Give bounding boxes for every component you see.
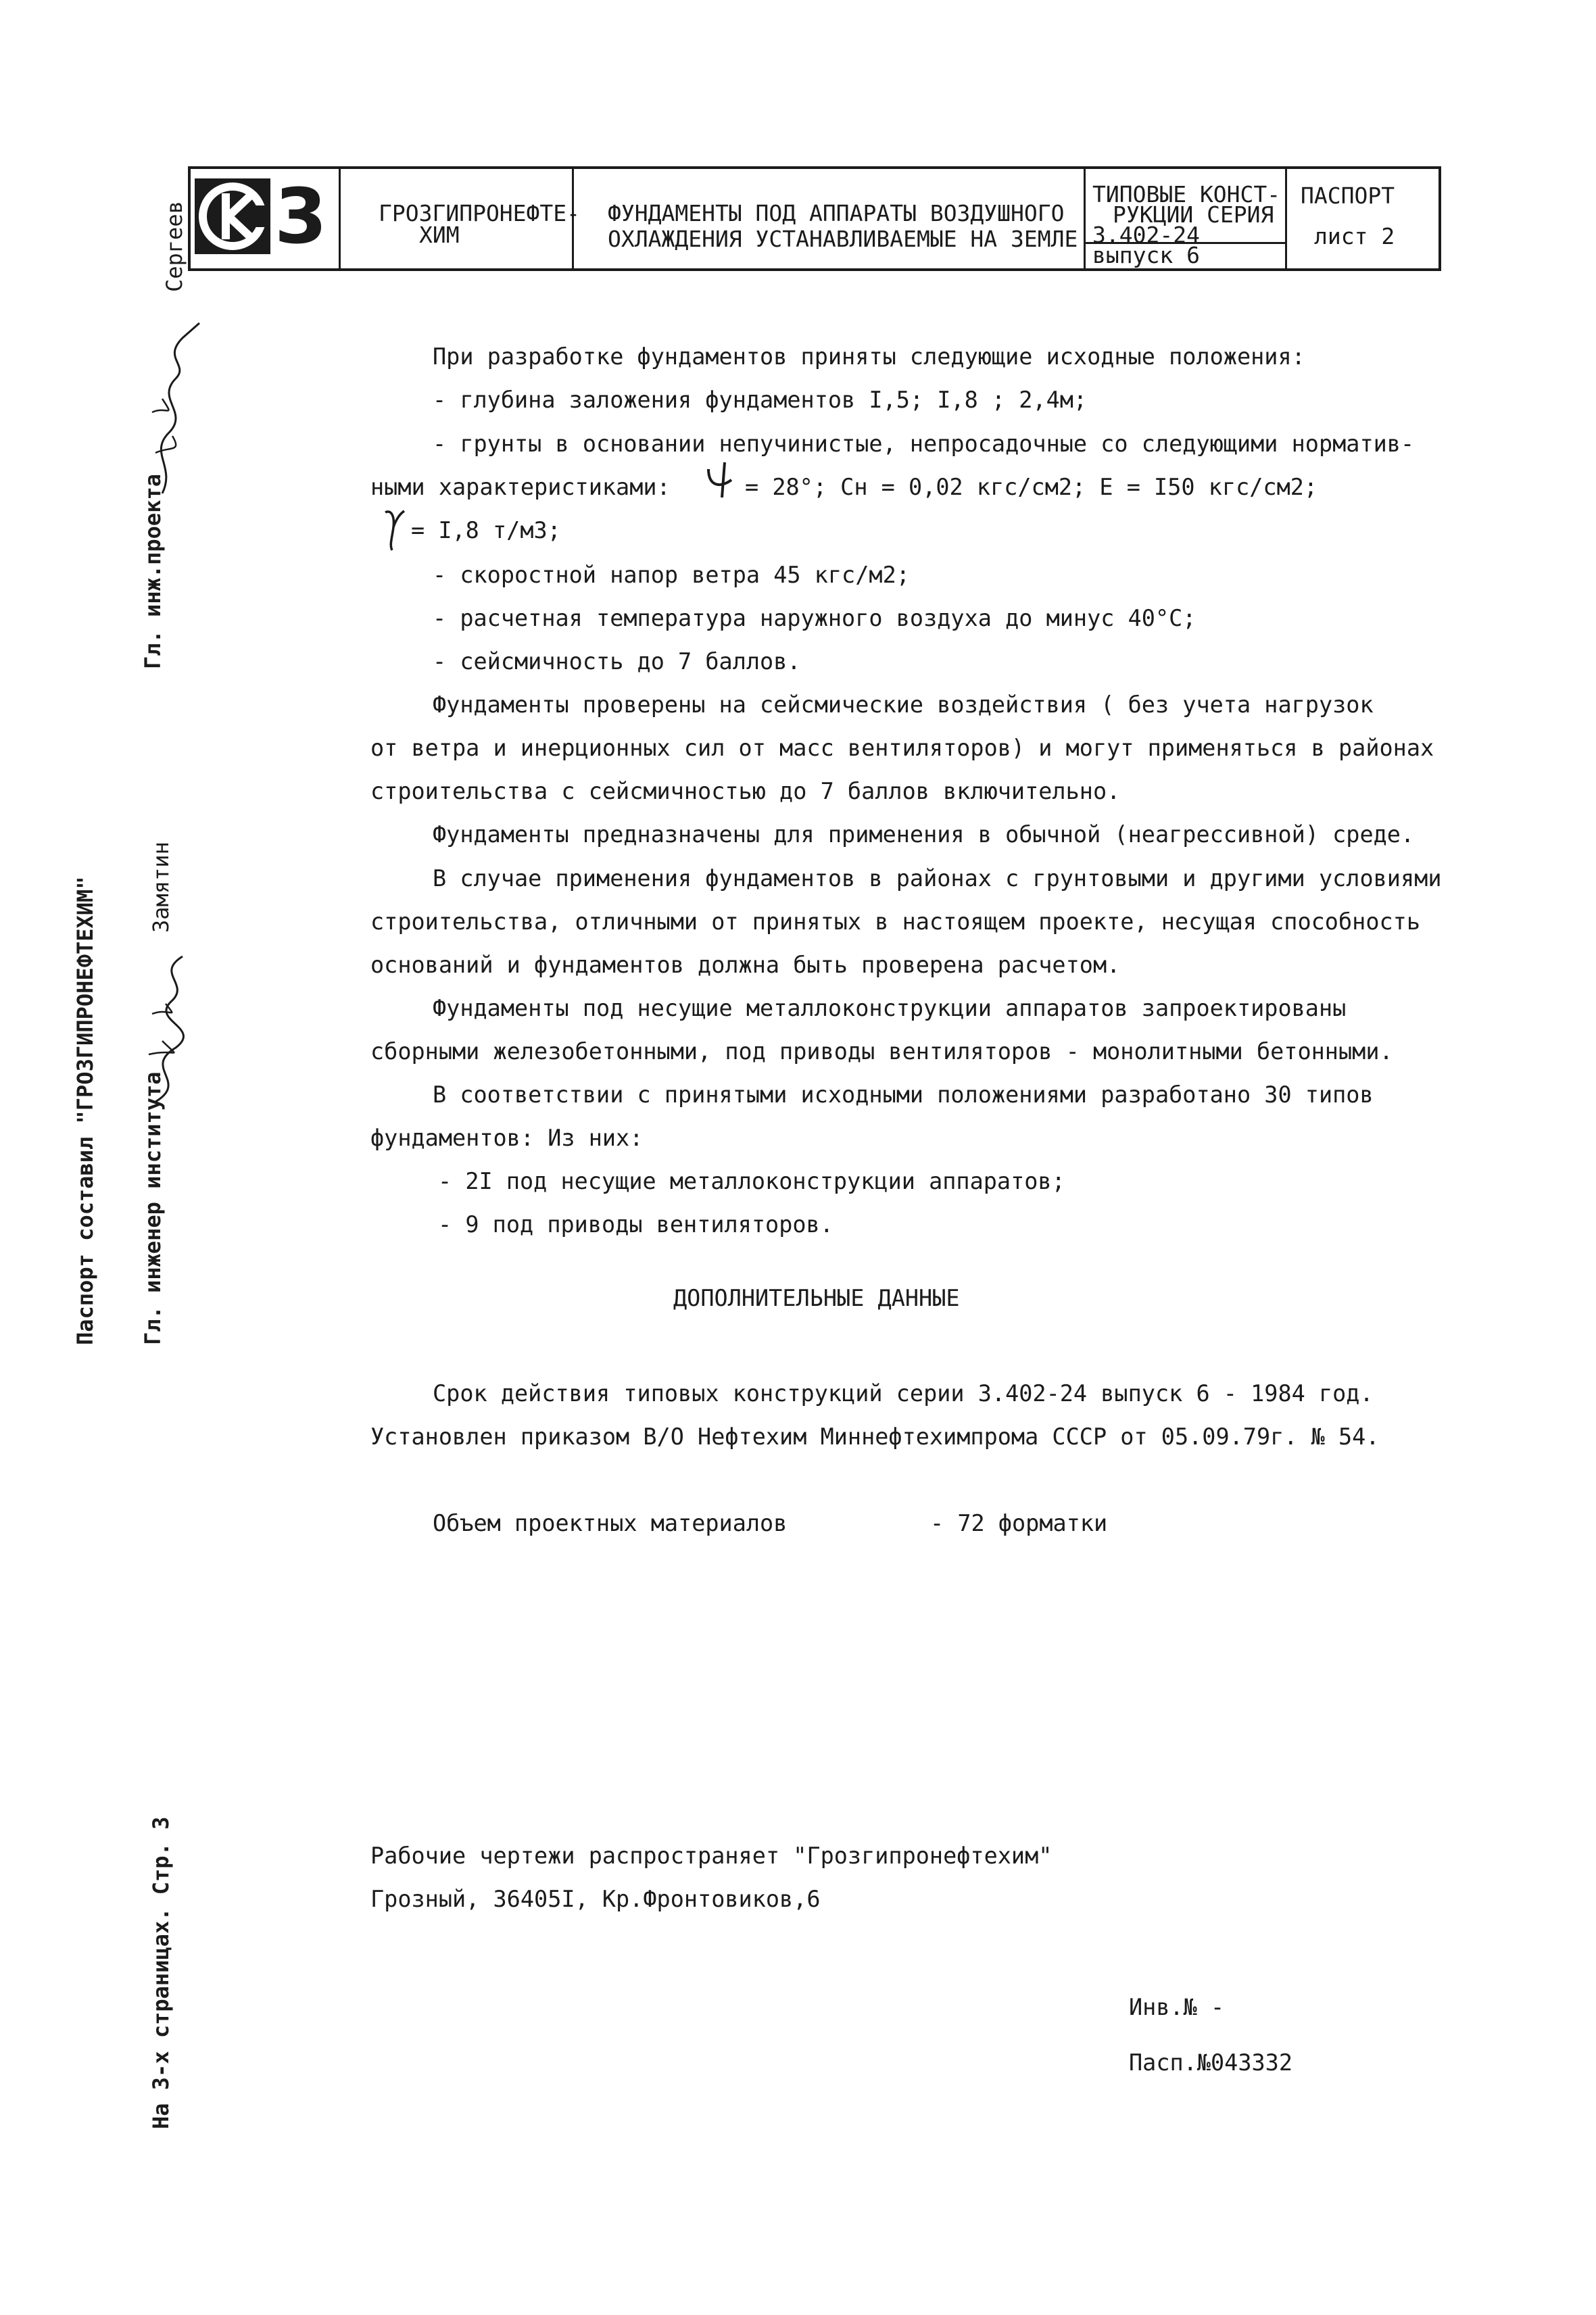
volume-label: Объем проектных материалов bbox=[433, 1510, 788, 1536]
sheet-number: лист 2 bbox=[1314, 223, 1395, 249]
distributor-address: Грозный, 36405I, Кр.Фронтовиков,6 bbox=[370, 1886, 821, 1912]
organization-name-line1: ГРОЗГИПРОНЕФТЕ- bbox=[379, 200, 581, 226]
signature-zamyatin-icon bbox=[135, 946, 210, 1111]
doc-type: ПАСПОРТ bbox=[1301, 182, 1395, 209]
soil-characteristics-values: = 28°; Cн = 0,02 кгс/см2; E = I50 кгс/см2; bbox=[745, 474, 1318, 500]
logo-cell bbox=[191, 169, 341, 268]
list-item-seismic: - сейсмичность до 7 баллов. bbox=[433, 648, 801, 675]
section-heading: ДОПОЛНИТЕЛЬНЫЕ ДАННЫЕ bbox=[673, 1285, 960, 1311]
paragraph-types-line2: фундаментов: Из них: bbox=[370, 1125, 644, 1151]
paragraph-seismic-line1: Фундаменты проверены на сейсмические воздействия ( без учета нагрузок bbox=[433, 691, 1374, 718]
margin-chief-project-engineer: Гл. инж.проекта bbox=[140, 474, 166, 669]
company-logo-icon bbox=[195, 178, 270, 254]
phi-symbol-icon bbox=[704, 460, 744, 503]
paragraph-seismic-line3: строительства с сейсмичностью до 7 баллов включительно. bbox=[370, 778, 1121, 804]
list-item-depth: - глубина заложения фундаментов I,5; I,8 ; 2,4м; bbox=[433, 387, 1088, 413]
paragraph-conditions-line1: В случае применения фундаментов в районах с грунтовыми и другими условиями bbox=[433, 865, 1442, 892]
list-item-soil: - грунты в основании непучинистые, непросадочные со следующими норматив- bbox=[433, 431, 1415, 457]
list-item-types-9: - 9 под приводы вентиляторов. bbox=[438, 1211, 833, 1238]
distributor-line: Рабочие чертежи распространяет "Грозгипронефтехим" bbox=[370, 1843, 1053, 1869]
series-cell bbox=[1086, 169, 1287, 268]
subject-cell bbox=[574, 169, 1086, 268]
paragraph-conditions-line3: оснований и фундаментов должна быть проверена расчетом. bbox=[370, 952, 1121, 978]
gamma-symbol-icon bbox=[383, 507, 406, 556]
paragraph-conditions-line2: строительства, отличными от принятых в настоящем проекте, несущая способность bbox=[370, 908, 1420, 935]
margin-chief-engineer-name: Замятин bbox=[148, 842, 174, 933]
signature-sergeev-icon bbox=[135, 318, 210, 503]
soil-density: = I,8 т/м3; bbox=[411, 517, 561, 543]
list-item-wind: - скоростной напор ветра 45 кгс/м2; bbox=[433, 562, 910, 588]
margin-compiled-by: Паспорт составил "ГРОЗГИПРОНЕФТЕХИМ" bbox=[72, 876, 98, 1345]
series-number: 3.402-24 bbox=[1092, 222, 1200, 248]
paragraph-intro: При разработке фундаментов приняты следующие исходные положения: bbox=[433, 343, 1305, 370]
passport-number: Пасп.№043332 bbox=[1129, 2049, 1293, 2076]
margin-chief-project-engineer-name: Сергеев bbox=[162, 201, 187, 292]
inventory-number: Инв.№ - bbox=[1129, 1994, 1225, 2020]
approval-order: Установлен приказом В/О Нефтехим Миннефтехимпрома СССР от 05.09.79г. № 54. bbox=[370, 1423, 1380, 1450]
organization-cell bbox=[341, 169, 581, 268]
subject-line1: ФУНДАМЕНТЫ ПОД АППАРАТЫ ВОЗДУШНОГО bbox=[608, 200, 1065, 226]
series-line2: РУКЦИИ СЕРИЯ bbox=[1113, 201, 1274, 228]
subject-line2: ОХЛАЖДЕНИЯ УСТАНАВЛИВАЕМЫЕ НА ЗЕМЛЕ bbox=[608, 226, 1078, 252]
paragraph-seismic-line2: от ветра и инерционных сил от масс вентиляторов) и могут применяться в районах bbox=[370, 735, 1434, 761]
organization-name-line2: ХИМ bbox=[419, 222, 460, 248]
title-block bbox=[188, 166, 1441, 271]
doc-type-cell bbox=[1287, 169, 1441, 268]
soil-characteristics-label: ными характеристиками: bbox=[370, 474, 671, 500]
series-issue: выпуск 6 bbox=[1092, 242, 1200, 268]
list-item-types-21: - 2I под несущие металлоконструкции аппаратов; bbox=[438, 1168, 1065, 1194]
series-divider bbox=[1086, 242, 1285, 244]
margin-page-count: На 3-х страницах. Стр. 3 bbox=[148, 1816, 174, 2129]
paragraph-design-line2: сборными железобетонными, под приводы вентиляторов - монолитными бетонными. bbox=[370, 1038, 1393, 1065]
paragraph-types-line1: В соответствии с принятыми исходными положениями разработано 30 типов bbox=[433, 1081, 1374, 1108]
list-item-temperature: - расчетная температура наружного воздуха до минус 40°С; bbox=[433, 605, 1196, 631]
paragraph-environment: Фундаменты предназначены для применения в обычной (неагрессивной) среде. bbox=[433, 821, 1415, 848]
margin-chief-engineer: Гл. инженер института bbox=[140, 1071, 166, 1345]
series-line1: ТИПОВЫЕ КОНСТ- bbox=[1092, 181, 1281, 208]
logo-digit: 3 bbox=[274, 173, 327, 261]
paragraph-design-line1: Фундаменты под несущие металлоконструкции аппаратов запроектированы bbox=[433, 995, 1347, 1021]
validity-term: Срок действия типовых конструкций серии 3.402-24 выпуск 6 - 1984 год. bbox=[433, 1380, 1374, 1407]
volume-value: - 72 форматки bbox=[930, 1510, 1108, 1536]
